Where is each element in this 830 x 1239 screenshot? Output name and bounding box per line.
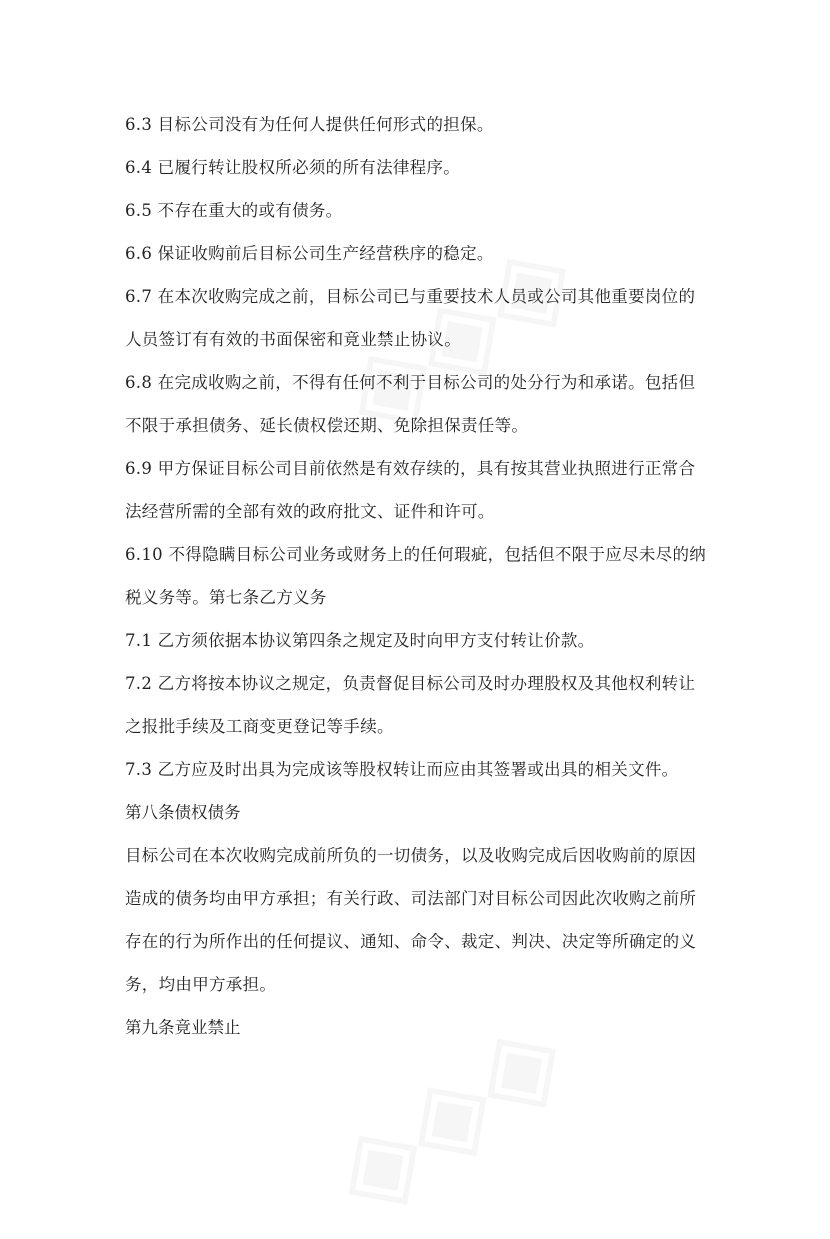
- clause-7-3: 7.3 乙方应及时出具为完成该等股权转让而应由其签署或出具的相关文件。: [125, 760, 679, 779]
- clause-8: 目标公司在本次收购完成前所负的一切债务，以及收购完成后因收购前的原因造成的债务均由甲方承担；有关行政、司法部门对目标公司因此次收购之前所存在的行为所作出的任何提议、通知、命令、裁定、判决、决定等所确定的义务，均由甲方承担。: [125, 846, 697, 994]
- clause-7-1: 7.1 乙方须依据本协议第四条之规定及时向甲方支付转让价款。: [125, 631, 595, 650]
- clause-7-2: 7.2 乙方将按本协议之规定，负责督促目标公司及时办理股权及其他权利转让之报批手续及工商变更登记等手续。: [125, 674, 696, 736]
- clause-6-10: 6.10 不得隐瞒目标公司业务或财务上的任何瑕疵，包括但不限于应尽未尽的纳税义务等。第七条乙方义务: [125, 545, 707, 607]
- clause-6-8: 6.8 在完成收购之前，不得有任何不利于目标公司的处分行为和承诺。包括但不限于承担债务、延长债权偿还期、免除担保责任等。: [125, 373, 696, 435]
- clause-6-7: 6.7 在本次收购完成之前，目标公司已与重要技术人员或公司其他重要岗位的人员签订有有效的书面保密和竟业禁止协议。: [125, 287, 696, 349]
- section-heading-8: 第八条债权债务: [125, 803, 241, 822]
- clause-6-3: 6.3 目标公司没有为任何人提供任何形式的担保。: [125, 115, 494, 134]
- clause-6-9: 6.9 甲方保证目标公司目前依然是有效存续的，具有按其营业执照进行正常合法经营所需的全部有效的政府批文、证件和许可。: [125, 459, 696, 521]
- clause-6-5: 6.5 不存在重大的或有债务。: [125, 201, 343, 220]
- clause-6-6: 6.6 保证收购前后目标公司生产经营秩序的稳定。: [125, 244, 494, 263]
- section-heading-9: 第九条竟业禁止: [125, 1018, 241, 1037]
- clause-6-4: 6.4 已履行转让股权所必须的所有法律程序。: [125, 158, 461, 177]
- document-body: [125, 103, 710, 1049]
